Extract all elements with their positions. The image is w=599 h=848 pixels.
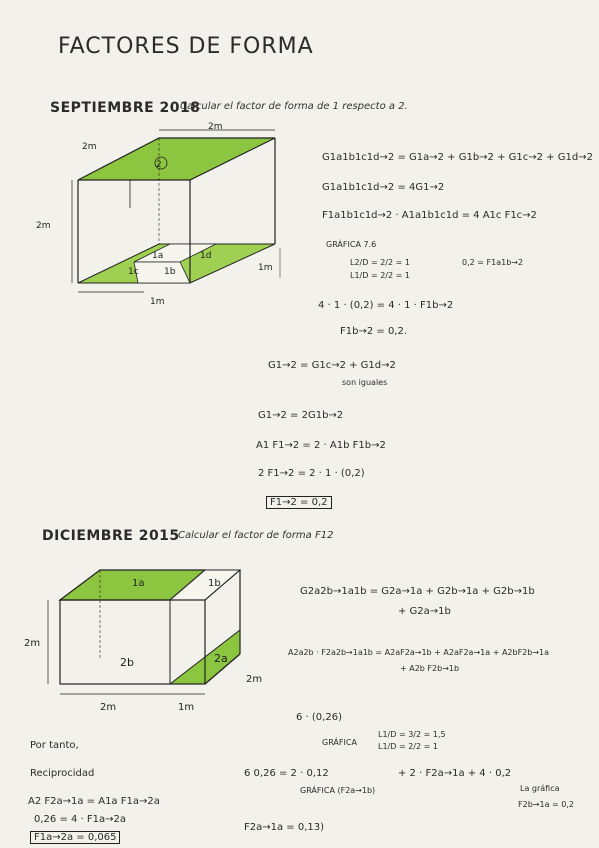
page-title: FACTORES DE FORMA [58,34,314,59]
label-1c: 1c [128,267,139,277]
dim2-bottom-left: 2m [100,702,117,713]
l1d-b: L1/D = 2/2 = 1 [378,742,438,751]
note-graph: La gráfica [520,784,560,793]
note-equal: son iguales [342,378,388,387]
dim-top: 2m [208,122,223,132]
dim-bottom: 1m [150,297,165,307]
note-f2b: F2b→1a = 0,2 [518,800,574,809]
conclusion-4: 0,26 = 4 · F1a→2a [34,814,127,825]
eq9: 2 F1→2 = 2 · 1 · (0,2) [258,468,365,479]
cube-diagram-1 [30,118,300,318]
label-1a: 1a [152,251,164,261]
label-1a-2: 1a [132,578,145,589]
result1: F1→2 = 0,2 [266,496,332,509]
dim-right: 1m [258,263,273,273]
eq8: A1 F1→2 = 2 · A1b F1b→2 [256,440,386,451]
cube-diagram-2 [20,560,275,720]
eq-02: 0,2 = F1a1b→2 [462,258,524,267]
label-1d: 1d [200,251,212,261]
top-face [78,138,275,180]
section1-heading: SEPTIEMBRE 2018 [50,100,201,116]
eq2-2b: + A2b F2b→1b [400,664,460,673]
conclusion-2: Reciprocidad [30,768,95,779]
eq3: F1a1b1c1d→2 · A1a1b1c1d = 4 A1c F1c→2 [322,210,537,221]
eq7: G1→2 = 2G1b→2 [258,410,344,421]
eq2-2: A2a2b · F2a2b→1a1b = A2aF2a→1b + A2aF2a→1a + A2bF2b→1a [288,648,550,657]
label-1b-2: 1b [208,578,221,589]
label-2: 2 [156,160,162,170]
eq1: G1a1b1c1d→2 = G1a→2 + G1b→2 + G1c→2 + G1d→2 [322,152,593,163]
eq4: 4 · 1 · (0,2) = 4 · 1 · F1b→2 [318,300,454,311]
label-2a: 2a [214,652,228,665]
dim2-left: 2m [24,638,41,649]
label-1b: 1b [164,267,176,277]
eq2: G1a1b1c1d→2 = 4G1→2 [322,182,445,193]
eq2-6: F2a→1a = 0,13) [244,822,325,833]
eq2-5: + 2 · F2a→1a + 4 · 0,2 [398,768,512,779]
dim-left-top: 2m [82,142,97,152]
dim2-right: 2m [246,674,263,685]
section2-heading: DICIEMBRE 2015 [42,528,180,544]
section1-task: Calcular el factor de forma de 1 respecto a 2. [180,101,408,112]
eq-l2d: L2/D = 2/2 = 1 [350,258,410,267]
eq5: F1b→2 = 0,2. [340,326,408,337]
conclusion-1: Por tanto, [30,740,79,751]
eq2-3: 6 · (0,26) [296,712,342,723]
label-2b: 2b [120,656,134,669]
eq6: G1→2 = G1c→2 + G1d→2 [268,360,396,371]
conclusion-3: A2 F2a→1a = A1a F1a→2a [28,796,160,807]
graph-ref: GRÁFICA 7.6 [326,240,377,249]
eq-l1d: L1/D = 2/2 = 1 [350,271,410,280]
result2: F1a→2a = 0,065 [30,831,120,844]
graph2b: GRÁFICA (F2a→1b) [300,786,376,795]
l1d-a: L1/D = 3/2 = 1,5 [378,730,446,739]
dim-left: 2m [36,221,51,231]
eq2-1: G2a2b→1a1b = G2a→1a + G2b→1a + G2b→1b [300,586,535,597]
section2-task: Calcular el factor de forma F12 [178,530,334,541]
eq2-1b: + G2a→1b [398,606,451,617]
graph2: GRÁFICA [322,738,357,747]
dim2-bottom-right: 1m [178,702,195,713]
eq2-4: 6 0,26 = 2 · 0,12 [244,768,329,779]
